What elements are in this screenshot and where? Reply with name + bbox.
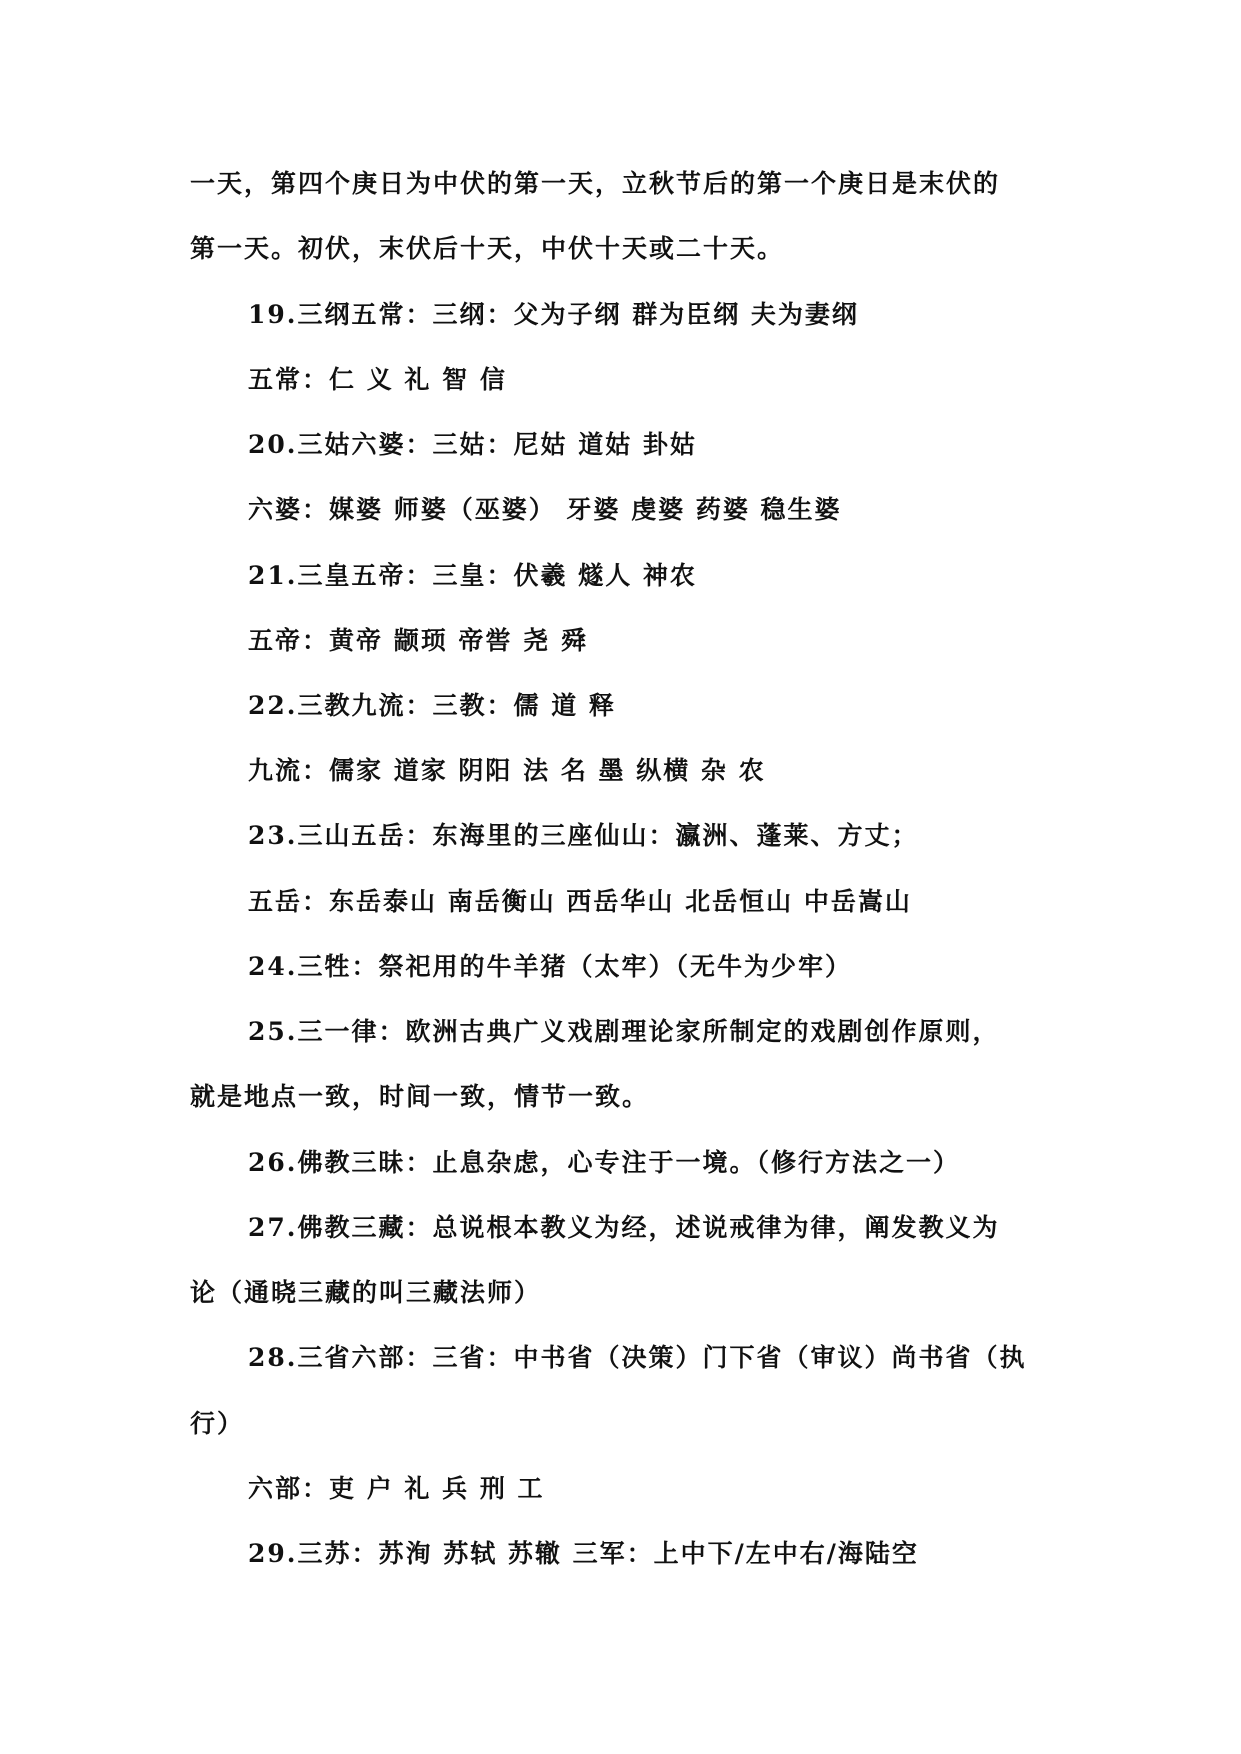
text-line: 第一天。初伏，末伏后十天，中伏十天或二十天。 [190,234,785,263]
text-line: 行） [190,1409,245,1438]
text-line: 21.三皇五帝：三皇：伏羲 燧人 神农 [248,561,697,590]
text-line: 五岳：东岳泰山 南岳衡山 西岳华山 北岳恒山 中岳嵩山 [248,887,912,916]
text-line: 19.三纲五常：三纲：父为子纲 群为臣纲 夫为妻纲 [248,300,859,329]
text-line: 27.佛教三藏：总说根本教义为经，述说戒律为律，阐发教义为 [248,1213,1000,1242]
text-line: 29.三苏：苏洵 苏轼 苏辙 三军：上中下/左中右/海陆空 [248,1539,919,1568]
text-line: 六婆：媒婆 师婆（巫婆） 牙婆 虔婆 药婆 稳生婆 [248,495,842,524]
text-line: 28.三省六部：三省：中书省（决策）门下省（审议）尚书省（执 [248,1343,1027,1372]
text-line: 23.三山五岳：东海里的三座仙山：瀛洲、蓬莱、方丈； [248,821,919,850]
text-line: 24.三牲：祭祀用的牛羊猪（太牢）（无牛为少牢） [248,952,852,981]
text-line: 五帝：黄帝 颛顼 帝喾 尧 舜 [248,626,588,655]
text-line: 25.三一律：欧洲古典广义戏剧理论家所制定的戏剧创作原则， [248,1017,1000,1046]
text-line: 九流：儒家 道家 阴阳 法 名 墨 纵横 杂 农 [248,756,766,785]
text-line: 就是地点一致，时间一致，情节一致。 [190,1082,650,1111]
text-line: 论（通晓三藏的叫三藏法师） [190,1278,542,1307]
text-line: 20.三姑六婆：三姑：尼姑 道姑 卦姑 [248,430,697,459]
text-line: 22.三教九流：三教：儒 道 释 [248,691,616,720]
text-line: 26.佛教三昧：止息杂虑，心专注于一境。（修行方法之一） [248,1148,960,1177]
text-line: 一天，第四个庚日为中伏的第一天，立秋节后的第一个庚日是末伏的 [190,169,1001,198]
text-line: 五常：仁 义 礼 智 信 [248,365,507,394]
text-line: 六部：吏 户 礼 兵 刑 工 [248,1474,545,1503]
